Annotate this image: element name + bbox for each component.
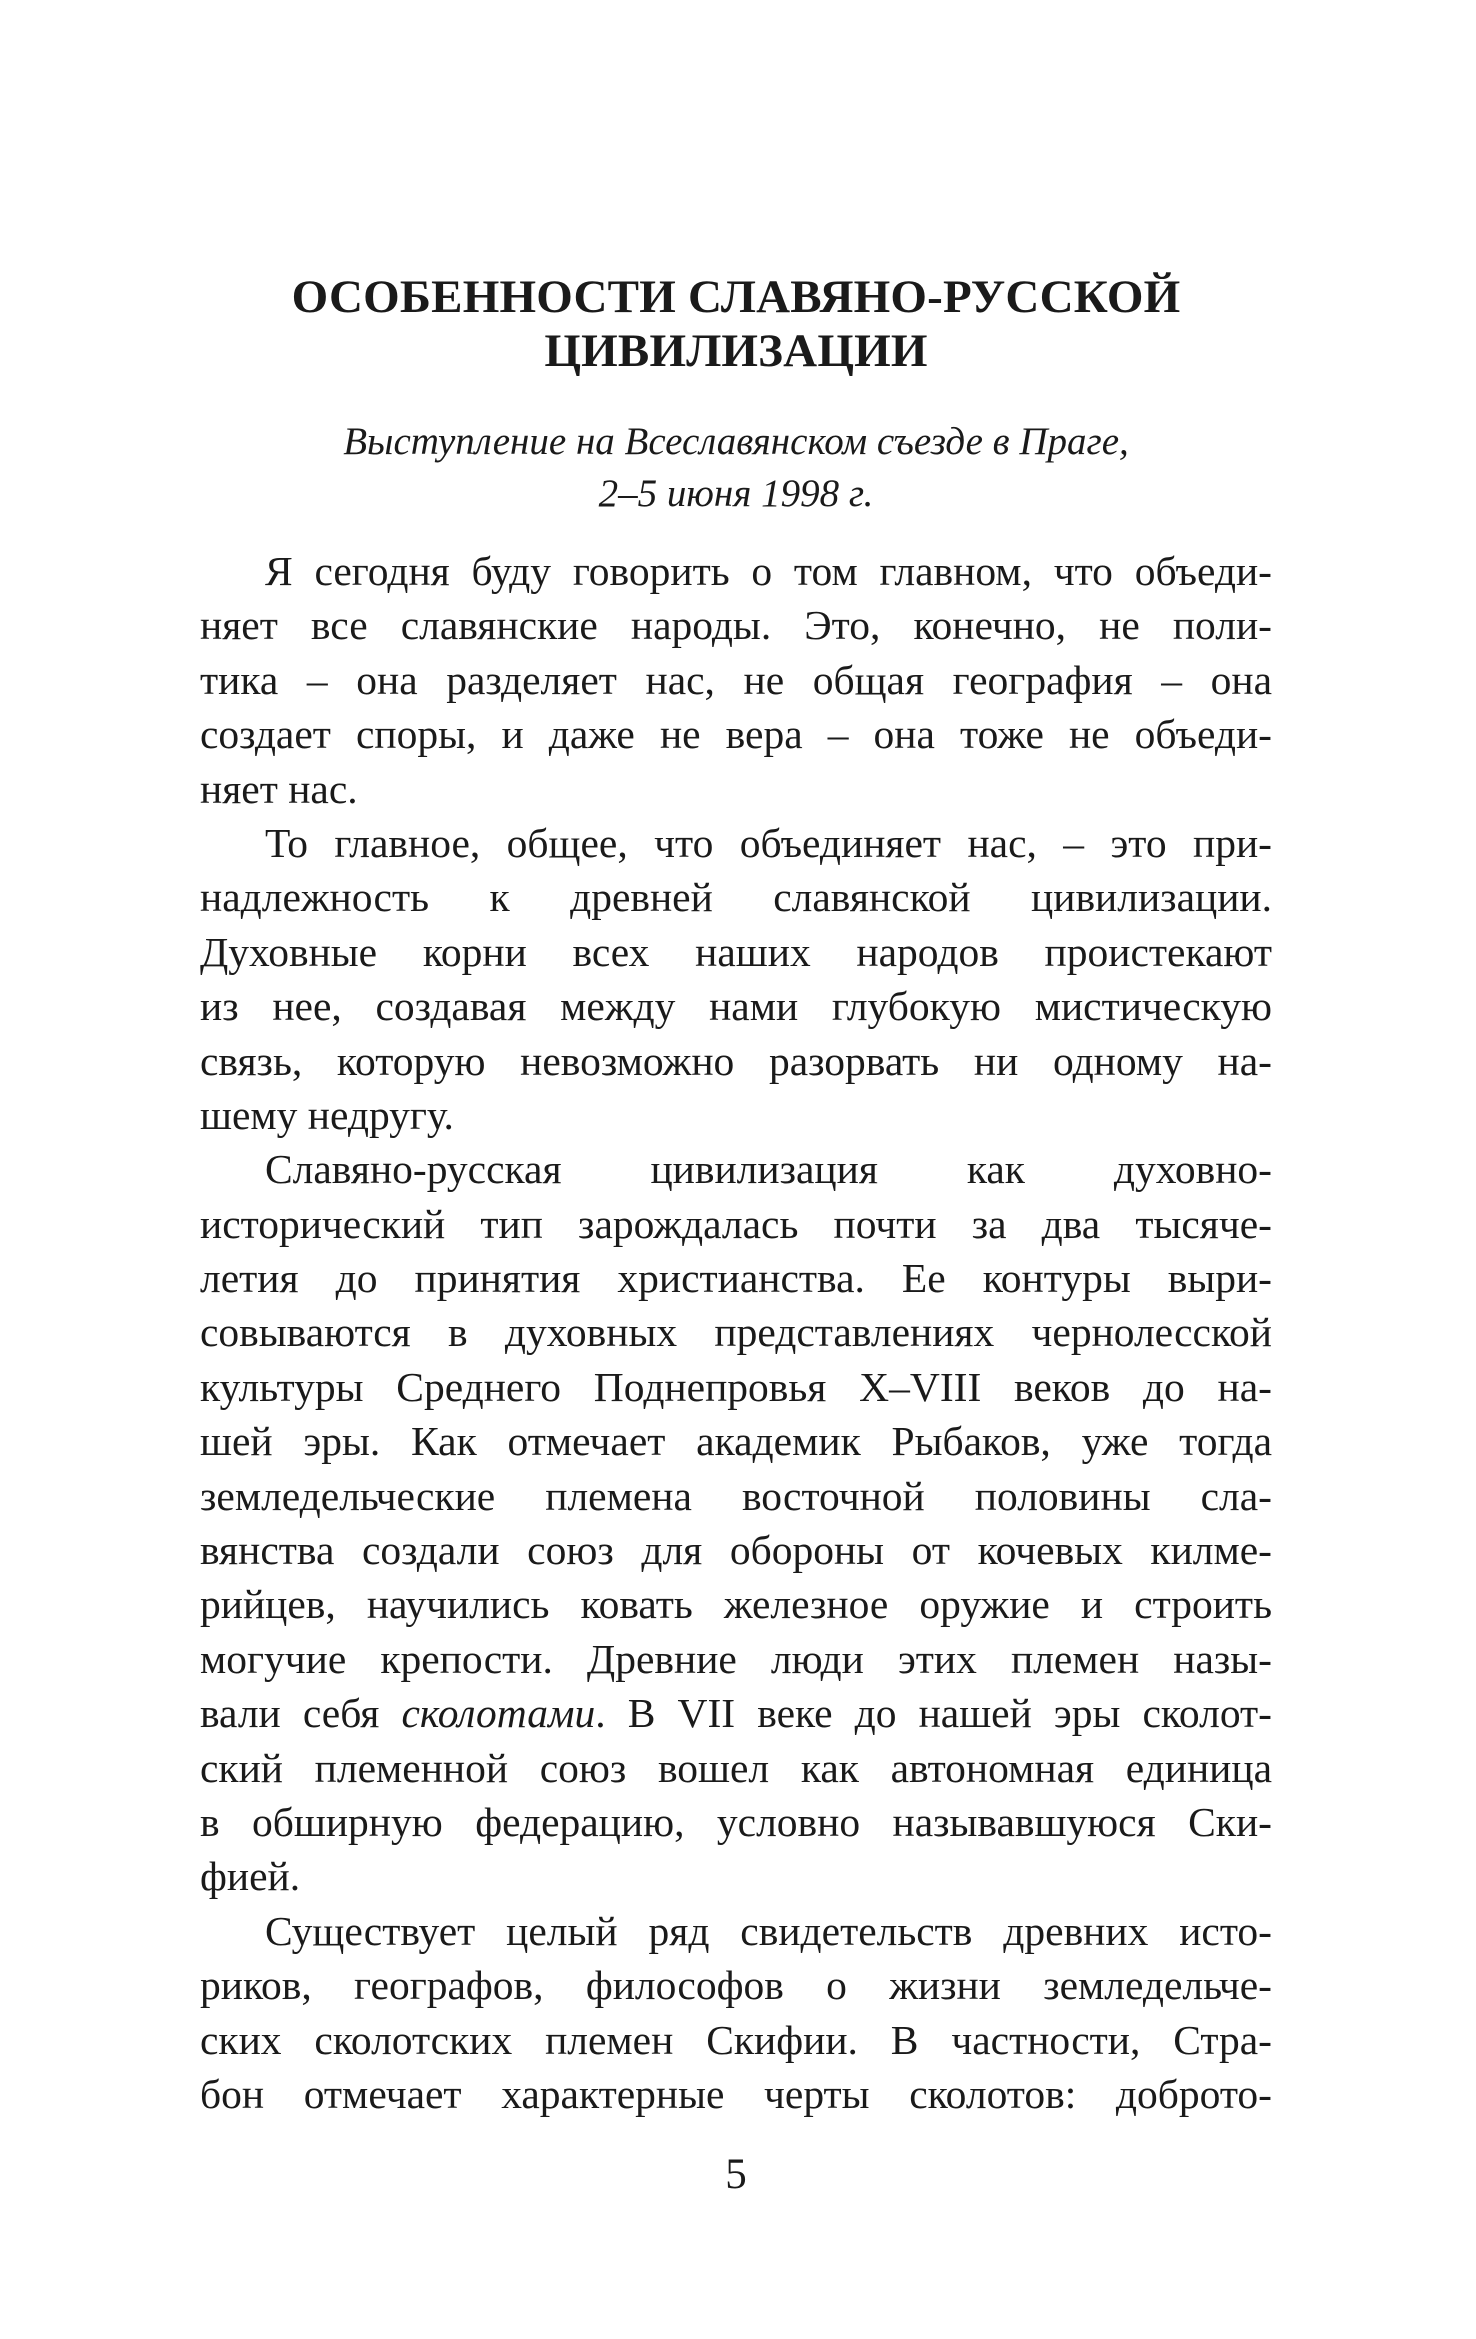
- text-line: летия до принятия христианства. Ее контуры выри-: [200, 1255, 1272, 1302]
- text-line-with-italic: [200, 1686, 1272, 1740]
- text-line: создает споры, и даже не вера – она тоже не объеди-: [200, 711, 1272, 758]
- text-line: Существует целый ряд свидетельств древних исто-: [265, 1907, 1272, 1954]
- text-line: риков, географов, философов о жизни земледельче-: [200, 1962, 1272, 2009]
- text-line: фией.: [200, 1853, 301, 1900]
- text-line: То главное, общее, что объединяет нас, – это при-: [265, 819, 1272, 866]
- text-line: рийцев, научились ковать железное оружие и строить: [200, 1581, 1272, 1628]
- chapter-title-line-2: ЦИВИЛИЗАЦИИ: [544, 325, 928, 378]
- text-line: Славяно-русская цивилизация как духовно-: [265, 1146, 1272, 1193]
- text-run: вали себя: [200, 1690, 402, 1737]
- text-line: надлежность к древней славянской цивилизации.: [200, 874, 1272, 921]
- text-line: бон отмечает характерные черты сколотов: доброто-: [200, 2070, 1272, 2117]
- italic-term: сколотами: [401, 1690, 596, 1737]
- text-line: шей эры. Как отмечает академик Рыбаков, уже тогда: [200, 1418, 1272, 1465]
- text-line: культуры Среднего Поднепровья X–VIII веков до на-: [200, 1363, 1272, 1410]
- paragraph-2: [200, 816, 1272, 1142]
- text-line: ских сколотских племен Скифии. В частности, Стра-: [200, 2016, 1272, 2063]
- body-text: [200, 544, 1272, 2121]
- text-line: совываются в духовных представлениях чернолесской: [200, 1309, 1272, 1356]
- paragraph-1: [200, 544, 1272, 816]
- chapter-subtitle-line-2: 2–5 июня 1998 г.: [598, 472, 874, 515]
- text-line: из нее, создавая между нами глубокую мистическую: [200, 983, 1272, 1030]
- text-line: связь, которую невозможно разорвать ни одному на-: [200, 1037, 1272, 1084]
- page-number: 5: [725, 2151, 747, 2198]
- text-line: в обширную федерацию, условно называвшуюся Ски-: [200, 1798, 1272, 1845]
- text-run: . В VII веке до нашей эры сколот-: [595, 1690, 1272, 1737]
- chapter-subtitle: [200, 416, 1272, 520]
- document-page: [200, 0, 1272, 2339]
- paragraph-3: [200, 1142, 1272, 1903]
- text-line: исторический тип зарождалась почти за два тысяче-: [200, 1200, 1272, 1247]
- chapter-title-line-1: ОСОБЕННОСТИ СЛАВЯНО-РУССКОЙ: [291, 271, 1181, 323]
- text-line: ский племенной союз вошел как автономная единица: [200, 1744, 1272, 1791]
- text-line: шему недругу.: [200, 1091, 454, 1138]
- paragraph-4: [200, 1904, 1272, 2122]
- chapter-subtitle-line-1: Выступление на Всеславянском съезде в Праге,: [343, 420, 1129, 463]
- text-line: няет все славянские народы. Это, конечно, не поли-: [200, 602, 1272, 649]
- text-line: вянства создали союз для обороны от кочевых килме-: [200, 1527, 1272, 1574]
- chapter-title: [200, 263, 1272, 385]
- text-line: тика – она разделяет нас, не общая география – она: [200, 656, 1272, 703]
- text-line: могучие крепости. Древние люди этих племен назы-: [200, 1635, 1272, 1682]
- text-line: няет нас.: [200, 765, 358, 812]
- text-line: земледельческие племена восточной половины сла-: [200, 1472, 1272, 1519]
- text-line: Духовные корни всех наших народов проистекают: [200, 928, 1272, 975]
- text-line: Я сегодня буду говорить о том главном, что объеди-: [265, 548, 1272, 594]
